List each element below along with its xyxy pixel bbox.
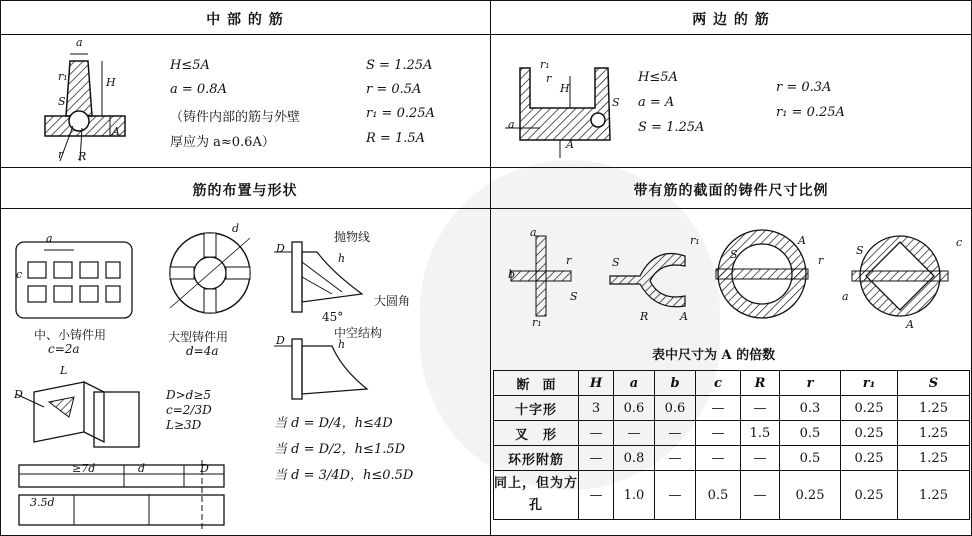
caption-small-eq: c=2a bbox=[48, 342, 80, 356]
edge-formula-2: a = A bbox=[638, 95, 675, 110]
caption-large-casting: 大型铸件用 bbox=[168, 330, 229, 344]
table-row bbox=[494, 421, 970, 446]
ratio-table bbox=[493, 370, 970, 520]
th-r: r bbox=[780, 371, 841, 396]
long-rib-diagram bbox=[14, 460, 229, 530]
rule-2: 当 d = D/2，h≤1.5D bbox=[274, 442, 406, 457]
table-header-row bbox=[494, 371, 970, 396]
cell: 0.25 bbox=[841, 471, 898, 520]
middle-rib-diagram bbox=[40, 36, 150, 166]
header-section-ratio: 带有筋的截面的铸件尺寸比例 bbox=[633, 183, 829, 199]
divider-top-header bbox=[0, 34, 972, 35]
layout-label-d: d bbox=[232, 222, 240, 235]
th-R: R bbox=[741, 371, 780, 396]
layout-label-L: L bbox=[60, 364, 68, 377]
edge-rib-diagram bbox=[500, 48, 620, 158]
cell: 0.6 bbox=[655, 396, 696, 421]
edge-formula-5: r₁ = 0.25A bbox=[776, 105, 845, 120]
cell: — bbox=[696, 446, 741, 471]
cell: 0.25 bbox=[841, 446, 898, 471]
rule-1: 当 d = D/4，h≤4D bbox=[274, 416, 393, 431]
layout-label-h2: h bbox=[338, 338, 346, 351]
cell: 0.5 bbox=[780, 446, 841, 471]
th-H: H bbox=[579, 371, 614, 396]
th-r1: r₁ bbox=[841, 371, 898, 396]
caption-parabola: 抛物线 bbox=[334, 230, 371, 244]
sec-label-S4: S bbox=[856, 244, 864, 257]
mid-formula-1: H≤5A bbox=[170, 58, 210, 73]
cell: 0.3 bbox=[780, 396, 841, 421]
caption-angle: 45° bbox=[322, 310, 344, 324]
mid-formula-5: S = 1.25A bbox=[366, 58, 433, 73]
sec-label-A2: A bbox=[798, 234, 806, 247]
block-casting-diagram bbox=[14, 372, 144, 452]
cell: 1.25 bbox=[898, 471, 970, 520]
mid-label-r1: r₁ bbox=[58, 70, 68, 83]
cell-name: 环形附筋 bbox=[494, 446, 579, 471]
cell: 1.5 bbox=[741, 421, 780, 446]
caption-cond3: L≥3D bbox=[166, 418, 202, 432]
caption-small-casting: 中、小铸件用 bbox=[34, 328, 107, 342]
cell: — bbox=[741, 396, 780, 421]
caption-big-round: 大圆角 bbox=[374, 294, 411, 308]
cell: 3 bbox=[579, 396, 614, 421]
cell: 0.5 bbox=[780, 421, 841, 446]
sec-label-A: A bbox=[680, 310, 688, 323]
cell: — bbox=[696, 421, 741, 446]
mid-formula-7: r₁ = 0.25A bbox=[366, 106, 435, 121]
divider-mid bbox=[0, 167, 972, 168]
round-casting-diagram bbox=[160, 228, 260, 318]
table-row bbox=[494, 471, 970, 520]
sec-label-r1: r₁ bbox=[532, 316, 542, 329]
mid-label-A: A bbox=[112, 125, 120, 138]
layout-label-a: a bbox=[46, 232, 53, 245]
mid-formula-8: R = 1.5A bbox=[366, 131, 426, 146]
ring-section-diagram bbox=[712, 224, 812, 324]
mid-label-r: r bbox=[58, 148, 64, 161]
divider-mid-header bbox=[0, 208, 972, 209]
cell: — bbox=[579, 421, 614, 446]
mid-formula-4: 厚应为 a≈0.6A） bbox=[170, 135, 275, 150]
cell: — bbox=[579, 446, 614, 471]
caption-cond1: D>d≥5 bbox=[166, 388, 212, 402]
cell: — bbox=[655, 446, 696, 471]
edge-label-r: r bbox=[546, 72, 552, 85]
th-a: a bbox=[614, 371, 655, 396]
layout-label-3-5d: 3.5d bbox=[30, 496, 55, 509]
sec-label-a: a bbox=[530, 226, 537, 239]
cell: 1.25 bbox=[898, 446, 970, 471]
cell: 0.25 bbox=[841, 396, 898, 421]
mid-formula-2: a = 0.8A bbox=[170, 82, 227, 97]
cell-name: 同上，但为方孔 bbox=[494, 471, 579, 520]
cell: 0.8 bbox=[614, 446, 655, 471]
cell: 1.25 bbox=[898, 396, 970, 421]
table-row bbox=[494, 446, 970, 471]
cell: — bbox=[655, 471, 696, 520]
mid-label-a: a bbox=[76, 36, 83, 49]
cell: 0.6 bbox=[614, 396, 655, 421]
table-caption: 表中尺寸为 A 的倍数 bbox=[652, 348, 776, 363]
edge-formula-4: r = 0.3A bbox=[776, 80, 832, 95]
cell-name: 叉 形 bbox=[494, 421, 579, 446]
square-hole-section-diagram bbox=[850, 226, 950, 326]
cell: — bbox=[741, 471, 780, 520]
caption-large-eq: d=4a bbox=[186, 344, 219, 358]
sec-label-r1b: r₁ bbox=[690, 234, 700, 247]
edge-formula-1: H≤5A bbox=[638, 70, 678, 85]
sec-label-r2: r bbox=[818, 254, 824, 267]
cell: — bbox=[614, 421, 655, 446]
cell: 0.25 bbox=[780, 471, 841, 520]
edge-label-H: H bbox=[560, 82, 570, 95]
edge-label-r1: r₁ bbox=[540, 58, 550, 71]
cell: — bbox=[579, 471, 614, 520]
sec-label-R: R bbox=[640, 310, 649, 323]
mid-label-S: S bbox=[58, 95, 66, 108]
edge-label-S: S bbox=[612, 96, 620, 109]
cell: — bbox=[696, 396, 741, 421]
parabola-rib-diagram bbox=[272, 232, 382, 322]
center-divider bbox=[490, 0, 491, 536]
th-section: 断 面 bbox=[494, 371, 579, 396]
mid-formula-3: （铸件内部的筋与外壁 bbox=[170, 110, 301, 125]
hollow-rib-diagram bbox=[272, 334, 382, 404]
mid-label-R: R bbox=[78, 150, 87, 163]
caption-cond2: c=2/3D bbox=[166, 403, 212, 417]
sec-label-b: b bbox=[508, 268, 516, 281]
cell: 1.0 bbox=[614, 471, 655, 520]
grid-casting-diagram bbox=[14, 240, 134, 320]
edge-formula-3: S = 1.25A bbox=[638, 120, 705, 135]
table-row bbox=[494, 396, 970, 421]
edge-label-a: a bbox=[508, 118, 515, 131]
cell: 0.25 bbox=[841, 421, 898, 446]
sec-label-r: r bbox=[566, 254, 572, 267]
sec-label-c: c bbox=[956, 236, 963, 249]
header-layout: 筋的布置与形状 bbox=[192, 183, 298, 199]
edge-label-A: A bbox=[566, 138, 574, 151]
layout-label-D2: D bbox=[276, 334, 285, 347]
th-S: S bbox=[898, 371, 970, 396]
sec-label-S: S bbox=[570, 290, 578, 303]
layout-label-d-small: d bbox=[138, 462, 146, 475]
rule-3: 当 d = 3/4D，h≤0.5D bbox=[274, 468, 414, 483]
mid-formula-6: r = 0.5A bbox=[366, 82, 422, 97]
cell: 0.5 bbox=[696, 471, 741, 520]
sec-label-A3: A bbox=[906, 318, 914, 331]
layout-label-c: c bbox=[16, 268, 23, 281]
layout-label-D: D bbox=[276, 242, 285, 255]
cross-section-diagram bbox=[506, 226, 576, 326]
cell: 1.25 bbox=[898, 421, 970, 446]
cell: — bbox=[741, 446, 780, 471]
sec-label-a2: a bbox=[842, 290, 849, 303]
layout-label-D3: D bbox=[14, 388, 23, 401]
cell-name: 十字形 bbox=[494, 396, 579, 421]
layout-label-h: h bbox=[338, 252, 346, 265]
th-c: c bbox=[696, 371, 741, 396]
mid-label-H: H bbox=[106, 76, 116, 89]
th-b: b bbox=[655, 371, 696, 396]
sec-label-S2: S bbox=[612, 256, 620, 269]
caption-hollow: 中空结构 bbox=[334, 326, 383, 340]
layout-label-D-vert: D bbox=[200, 462, 209, 475]
cell: — bbox=[655, 421, 696, 446]
header-middle-rib: 中 部 的 筋 bbox=[206, 12, 284, 28]
sec-label-S3: S bbox=[730, 248, 738, 261]
layout-label-ge7d: ≥7d bbox=[72, 462, 96, 475]
header-edge-rib: 两 边 的 筋 bbox=[692, 12, 770, 28]
